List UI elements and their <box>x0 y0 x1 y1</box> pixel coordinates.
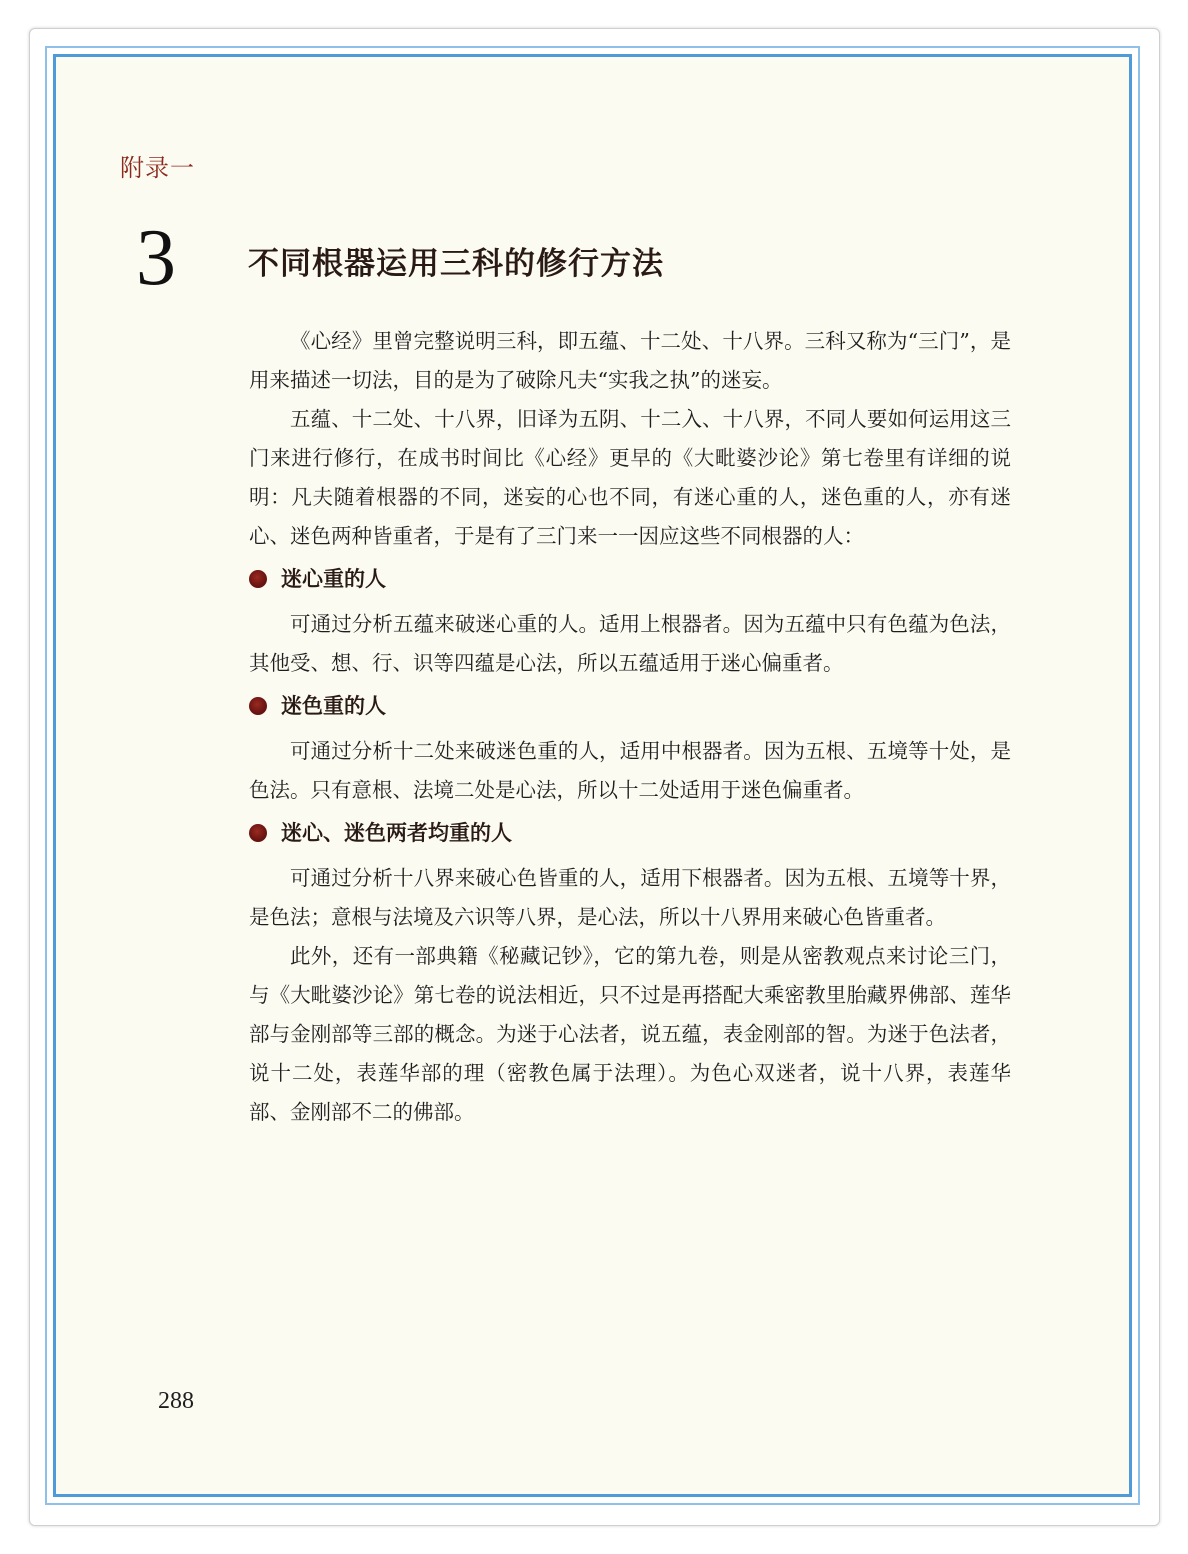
section-heading-text: 迷心重的人 <box>281 566 386 591</box>
section-heading-text: 迷心、迷色两者均重的人 <box>281 820 512 845</box>
bullet-icon <box>249 824 267 842</box>
section-heading <box>249 559 1011 598</box>
chapter-number: 3 <box>136 214 176 302</box>
section-heading <box>249 813 1011 852</box>
section-heading <box>249 686 1011 725</box>
section-paragraph: 可通过分析十二处来破迷色重的人，适用中根器者。因为五根、五境等十处，是色法。只有意根、法境二处是心法，所以十二处适用于迷色偏重者。 <box>249 739 1011 802</box>
bullet-icon <box>249 570 267 588</box>
intro-paragraph: 五蕴、十二处、十八界，旧译为五阴、十二入、十八界，不同人要如何运用这三门来进行修行，在成书时间比《心经》更早的《大毗婆沙论》第七卷里有详细的说明：凡夫随着根器的不同，迷妄的心也不同，有迷心重的人，迷色重的人，亦有迷心、迷色两种皆重者，于是有了三门来一一因应这些不同根器的人： <box>249 407 1011 548</box>
section-paragraph: 可通过分析五蕴来破迷心重的人。适用上根器者。因为五蕴中只有色蕴为色法，其他受、想、行、识等四蕴是心法，所以五蕴适用于迷心偏重者。 <box>249 612 1011 675</box>
page-number: 288 <box>158 1388 194 1414</box>
closing-paragraph: 此外，还有一部典籍《秘藏记钞》，它的第九卷，则是从密教观点来讨论三门，与《大毗婆沙论》第七卷的说法相近，只不过是再搭配大乘密教里胎藏界佛部、莲华部与金刚部等三部的概念。为迷于心法者，说五蕴，表金刚部的智。为迷于色法者，说十二处，表莲华部的理（密教色属于法理）。为色心双迷者，说十八界，表莲华部、金刚部不二的佛部。 <box>249 944 1011 1124</box>
bullet-icon <box>249 697 267 715</box>
intro-paragraph: 《心经》里曾完整说明三科，即五蕴、十二处、十八界。三科又称为“三门”，是用来描述一切法，目的是为了破除凡夫“实我之执”的迷妄。 <box>249 329 1011 392</box>
section-heading-text: 迷色重的人 <box>281 693 386 718</box>
main-content <box>249 322 1011 1132</box>
section-paragraph: 可通过分析十八界来破心色皆重的人，适用下根器者。因为五根、五境等十界，是色法；意根与法境及六识等八界，是心法，所以十八界用来破心色皆重者。 <box>249 866 1011 929</box>
appendix-label: 附录一 <box>120 154 195 182</box>
chapter-title: 不同根器运用三科的修行方法 <box>248 246 664 282</box>
